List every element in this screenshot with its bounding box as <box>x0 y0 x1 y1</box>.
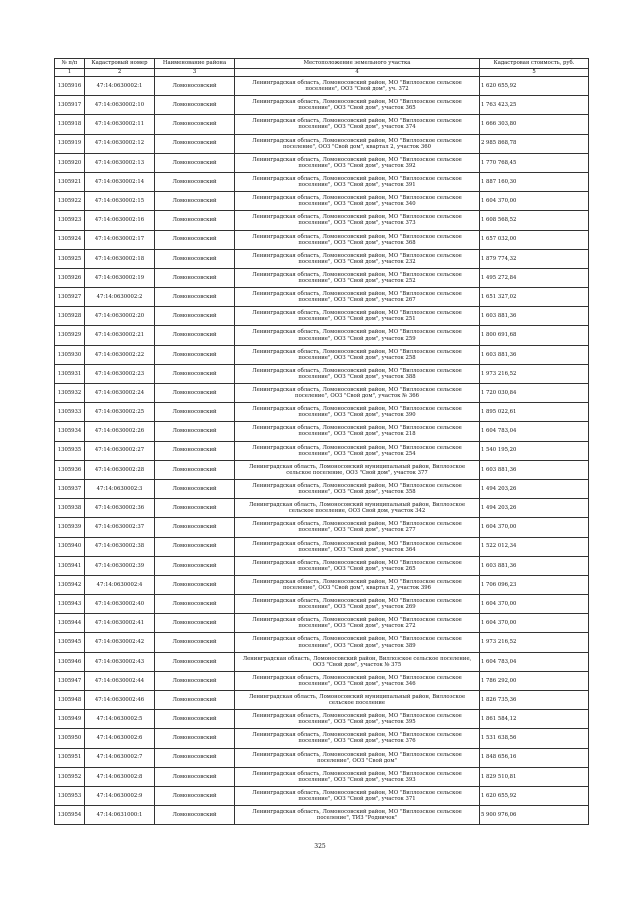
location-cell: Ленинградская область, Ломоносовский район, МО "Виллозское сельское поселение", ООЗ "Свой дом", участок 388 <box>235 364 480 383</box>
cost-cell: 1 604 370,00 <box>480 192 589 211</box>
location-cell: Ленинградская область, Ломоносовский район, МО "Виллозское сельское поселение", ООЗ "Свой дом", участок 374 <box>235 115 480 134</box>
district-cell: Ломоносовский <box>155 518 235 537</box>
district-cell: Ломоносовский <box>155 172 235 191</box>
cadastral-number-cell: 47:14:0630002:11 <box>85 115 155 134</box>
row-number-cell: 1305948 <box>55 691 85 710</box>
row-number-cell: 1305924 <box>55 230 85 249</box>
cadastral-number-cell: 47:14:0630002:20 <box>85 307 155 326</box>
location-cell: Ленинградская область, Ломоносовский район, МО "Виллозское сельское поселение", ООЗ "Свой дом", участок 358 <box>235 479 480 498</box>
district-cell: Ломоносовский <box>155 614 235 633</box>
column-number: 2 <box>85 69 155 77</box>
location-cell: Ленинградская область, Ломоносовский район, МО "Виллозское сельское поселение", ООЗ "Свой дом" <box>235 748 480 767</box>
row-number-cell: 1305944 <box>55 614 85 633</box>
location-cell: Ленинградская область, Ломоносовский район, МО "Виллозское сельское поселение", ООЗ "Свой дом", участок 390 <box>235 403 480 422</box>
row-number-cell: 1305921 <box>55 172 85 191</box>
district-cell: Ломоносовский <box>155 307 235 326</box>
location-cell: Ленинградская область, Ломоносовский район, МО "Виллозское сельское поселение", ООЗ "Свой дом", участок 259 <box>235 326 480 345</box>
table-row <box>55 671 589 690</box>
cost-cell: 1 706 096,23 <box>480 575 589 594</box>
district-cell: Ломоносовский <box>155 748 235 767</box>
location-cell: Ленинградская область, Ломоносовский муниципальный район, Виллозское сельское поселение, ООЗ "Свой дом", участок 377 <box>235 460 480 479</box>
cadastral-number-cell: 47:14:0630002:42 <box>85 633 155 652</box>
cost-cell: 1 604 370,00 <box>480 614 589 633</box>
table-row <box>55 479 589 498</box>
table-row <box>55 652 589 671</box>
location-cell: Ленинградская область, Ломоносовский район, МО "Виллозское сельское поселение", ООЗ "Свой дом", участок 265 <box>235 556 480 575</box>
cadastral-number-cell: 47:14:0630002:10 <box>85 96 155 115</box>
district-cell: Ломоносовский <box>155 364 235 383</box>
cadastral-number-cell: 47:14:0630002:38 <box>85 537 155 556</box>
cost-cell: 1 608 568,52 <box>480 211 589 230</box>
table-row <box>55 575 589 594</box>
location-cell: Ленинградская область, Ломоносовский муниципальный район, Виллозское сельское поселение, ООЗ Свой дом, участок 342 <box>235 499 480 518</box>
table-row <box>55 614 589 633</box>
location-cell: Ленинградская область, Ломоносовский район, МО "Виллозское сельское поселение", ООЗ "Свой дом", участок 371 <box>235 786 480 805</box>
cost-cell: 1 540 195,20 <box>480 441 589 460</box>
district-cell: Ломоносовский <box>155 441 235 460</box>
cadastral-number-cell: 47:14:0630002:41 <box>85 614 155 633</box>
cadastral-number-cell: 47:14:0630002:2 <box>85 288 155 307</box>
district-cell: Ломоносовский <box>155 671 235 690</box>
district-cell: Ломоносовский <box>155 691 235 710</box>
table-row <box>55 403 589 422</box>
cost-cell: 1 604 370,00 <box>480 595 589 614</box>
district-cell: Ломоносовский <box>155 556 235 575</box>
cost-cell: 1 763 423,25 <box>480 96 589 115</box>
cadastral-number-cell: 47:14:0630002:26 <box>85 422 155 441</box>
cost-cell: 1 603 881,36 <box>480 460 589 479</box>
cost-cell: 1 973 216,52 <box>480 633 589 652</box>
row-number-cell: 1305923 <box>55 211 85 230</box>
district-cell: Ломоносовский <box>155 710 235 729</box>
document-page <box>54 58 588 825</box>
district-cell: Ломоносовский <box>155 537 235 556</box>
table-row <box>55 767 589 786</box>
cadastral-number-cell: 47:14:0630002:37 <box>85 518 155 537</box>
row-number-cell: 1305920 <box>55 153 85 172</box>
header-cell: Кадастровая стоимость, руб. <box>480 59 589 69</box>
cadastral-number-cell: 47:14:0630002:1 <box>85 77 155 96</box>
location-cell: Ленинградская область, Ломоносовский район, МО "Виллозское сельское поселение", ООЗ "Свой дом", участок 365 <box>235 96 480 115</box>
table-row <box>55 268 589 287</box>
district-cell: Ломоносовский <box>155 192 235 211</box>
district-cell: Ломоносовский <box>155 422 235 441</box>
cadastral-number-cell: 47:14:0630002:13 <box>85 153 155 172</box>
table-row <box>55 460 589 479</box>
row-number-cell: 1305925 <box>55 249 85 268</box>
location-cell: Ленинградская область, Ломоносовский район, МО "Виллозское сельское поселение", ООЗ "Свой дом", участок 277 <box>235 518 480 537</box>
location-cell: Ленинградская область, Ломоносовский муниципальный район, Виллозское сельское поселение <box>235 691 480 710</box>
row-number-cell: 1305917 <box>55 96 85 115</box>
cost-cell: 1 770 768,45 <box>480 153 589 172</box>
location-cell: Ленинградская область, Ломоносовский район, МО "Виллозское сельское поселение", ООЗ "Свой дом", участок 373 <box>235 211 480 230</box>
cost-cell: 1 895 022,61 <box>480 403 589 422</box>
row-number-cell: 1305941 <box>55 556 85 575</box>
table-row <box>55 422 589 441</box>
table-row <box>55 211 589 230</box>
table-row <box>55 518 589 537</box>
row-number-cell: 1305951 <box>55 748 85 767</box>
header-cell: Местоположение земельного участка <box>235 59 480 69</box>
table-row <box>55 192 589 211</box>
cost-cell: 1 603 881,36 <box>480 556 589 575</box>
cadastral-number-cell: 47:14:0630002:46 <box>85 691 155 710</box>
district-cell: Ломоносовский <box>155 499 235 518</box>
row-number-cell: 1305933 <box>55 403 85 422</box>
table-row <box>55 230 589 249</box>
district-cell: Ломоносовский <box>155 595 235 614</box>
location-cell: Ленинградская область, Ломоносовский район, МО "Виллозское сельское поселение", ООЗ "Свой дом", участок 376 <box>235 729 480 748</box>
cadastral-table <box>54 58 589 825</box>
cadastral-number-cell: 47:14:0630002:24 <box>85 384 155 403</box>
cost-cell: 1 620 655,92 <box>480 77 589 96</box>
cost-cell: 1 829 510,81 <box>480 767 589 786</box>
location-cell: Ленинградская область, Ломоносовский район, МО "Виллозское сельское поселение", ООЗ "Свой дом", участок 232 <box>235 249 480 268</box>
district-cell: Ломоносовский <box>155 575 235 594</box>
row-number-cell: 1305931 <box>55 364 85 383</box>
district-cell: Ломоносовский <box>155 403 235 422</box>
location-cell: Ленинградская область, Ломоносовский район, МО "Виллозское сельское поселение", ООЗ "Свой дом", участок 389 <box>235 633 480 652</box>
header-cell: Наименование района <box>155 59 235 69</box>
location-cell: Ленинградская область, Ломоносовский район, МО "Виллозское сельское поселение", ТИЗ "Родничок" <box>235 806 480 825</box>
district-cell: Ломоносовский <box>155 96 235 115</box>
cadastral-number-cell: 47:14:0630002:7 <box>85 748 155 767</box>
row-number-cell: 1305947 <box>55 671 85 690</box>
cadastral-number-cell: 47:14:0630002:22 <box>85 345 155 364</box>
district-cell: Ломоносовский <box>155 652 235 671</box>
cost-cell: 1 887 160,30 <box>480 172 589 191</box>
cadastral-number-cell: 47:14:0630002:39 <box>85 556 155 575</box>
district-cell: Ломоносовский <box>155 134 235 153</box>
cadastral-number-cell: 47:14:0630002:19 <box>85 268 155 287</box>
location-cell: Ленинградская область, Ломоносовский район, МО "Виллозское сельское поселение", ООЗ "Свой дом", участок 392 <box>235 153 480 172</box>
cost-cell: 1 651 327,02 <box>480 288 589 307</box>
district-cell: Ломоносовский <box>155 115 235 134</box>
cadastral-number-cell: 47:14:0630002:5 <box>85 710 155 729</box>
cost-cell: 1 786 292,00 <box>480 671 589 690</box>
cadastral-number-cell: 47:14:0630002:3 <box>85 479 155 498</box>
cadastral-number-cell: 47:14:0630002:27 <box>85 441 155 460</box>
row-number-cell: 1305938 <box>55 499 85 518</box>
table-row <box>55 691 589 710</box>
row-number-cell: 1305946 <box>55 652 85 671</box>
cadastral-number-cell: 47:14:0630002:9 <box>85 786 155 805</box>
district-cell: Ломоносовский <box>155 153 235 172</box>
row-number-cell: 1305927 <box>55 288 85 307</box>
table-body <box>55 77 589 825</box>
cadastral-number-cell: 47:14:0630002:40 <box>85 595 155 614</box>
column-number: 4 <box>235 69 480 77</box>
location-cell: Ленинградская область, Ломоносовский район, МО "Виллозское сельское поселение", ООЗ "Свой дом", уч. 372 <box>235 77 480 96</box>
location-cell: Ленинградская область, Ломоносовский район, МО "Виллозское сельское поселение", ООЗ "Свой дом", участок 391 <box>235 172 480 191</box>
cost-cell: 1 800 691,68 <box>480 326 589 345</box>
cost-cell: 1 720 030,84 <box>480 384 589 403</box>
row-number-cell: 1305950 <box>55 729 85 748</box>
table-row <box>55 441 589 460</box>
cost-cell: 1 603 881,36 <box>480 345 589 364</box>
cadastral-number-cell: 47:14:0630002:14 <box>85 172 155 191</box>
table-row <box>55 153 589 172</box>
header-row <box>55 59 589 69</box>
page-number: 325 <box>314 843 326 850</box>
table-row <box>55 115 589 134</box>
cost-cell: 1 666 303,80 <box>480 115 589 134</box>
table-row <box>55 806 589 825</box>
cadastral-number-cell: 47:14:0630002:8 <box>85 767 155 786</box>
row-number-cell: 1305954 <box>55 806 85 825</box>
table-row <box>55 172 589 191</box>
row-number-cell: 1305949 <box>55 710 85 729</box>
cadastral-number-cell: 47:14:0630002:16 <box>85 211 155 230</box>
cost-cell: 1 879 774,32 <box>480 249 589 268</box>
row-number-cell: 1305918 <box>55 115 85 134</box>
column-number: 5 <box>480 69 589 77</box>
table-row <box>55 633 589 652</box>
cost-cell: 2 985 868,78 <box>480 134 589 153</box>
district-cell: Ломоносовский <box>155 268 235 287</box>
location-cell: Ленинградская область, Ломоносовский район, МО "Виллозское сельское поселение", ООЗ "Свой дом", участок 258 <box>235 345 480 364</box>
district-cell: Ломоносовский <box>155 479 235 498</box>
location-cell: Ленинградская область, Ломоносовский район, Виллозское сельское поселение, ООЗ "Свой дом", участок № 375 <box>235 652 480 671</box>
row-number-cell: 1305934 <box>55 422 85 441</box>
district-cell: Ломоносовский <box>155 288 235 307</box>
cost-cell: 1 495 272,84 <box>480 268 589 287</box>
cost-cell: 1 861 584,12 <box>480 710 589 729</box>
location-cell: Ленинградская область, Ломоносовский район, МО "Виллозское сельское поселение", ООЗ "Свой дом", участок 395 <box>235 710 480 729</box>
cadastral-number-cell: 47:14:0630002:44 <box>85 671 155 690</box>
column-number: 3 <box>155 69 235 77</box>
cadastral-number-cell: 47:14:0630002:21 <box>85 326 155 345</box>
row-number-cell: 1305930 <box>55 345 85 364</box>
cadastral-number-cell: 47:14:0630002:23 <box>85 364 155 383</box>
district-cell: Ломоносовский <box>155 767 235 786</box>
table-row <box>55 537 589 556</box>
cost-cell: 1 848 656,16 <box>480 748 589 767</box>
cost-cell: 1 603 881,36 <box>480 307 589 326</box>
table-row <box>55 710 589 729</box>
table-row <box>55 499 589 518</box>
district-cell: Ломоносовский <box>155 633 235 652</box>
district-cell: Ломоносовский <box>155 326 235 345</box>
cost-cell: 1 620 655,92 <box>480 786 589 805</box>
table-row <box>55 364 589 383</box>
cost-cell: 1 826 735,36 <box>480 691 589 710</box>
cost-cell: 1 522 012,34 <box>480 537 589 556</box>
row-number-cell: 1305937 <box>55 479 85 498</box>
cost-cell: 1 494 203,26 <box>480 499 589 518</box>
cadastral-number-cell: 47:14:0630002:6 <box>85 729 155 748</box>
table-row <box>55 77 589 96</box>
location-cell: Ленинградская область, Ломоносовский район, МО "Виллозское сельское поселение", ООЗ "Свой дом", участок 346 <box>235 671 480 690</box>
location-cell: Ленинградская область, Ломоносовский район, МО "Виллозское сельское поселение", ООЗ "Свой дом", участок 340 <box>235 192 480 211</box>
district-cell: Ломоносовский <box>155 806 235 825</box>
column-number-row <box>55 69 589 77</box>
location-cell: Ленинградская область, Ломоносовский район, МО "Виллозское сельское поселение", ООЗ "Свой дом", участок 364 <box>235 537 480 556</box>
row-number-cell: 1305936 <box>55 460 85 479</box>
row-number-cell: 1305928 <box>55 307 85 326</box>
cadastral-number-cell: 47:14:0630002:18 <box>85 249 155 268</box>
table-row <box>55 729 589 748</box>
location-cell: Ленинградская область, Ломоносовский район, МО "Виллозское сельское поселение", ООЗ "Свой дом", участок № 366 <box>235 384 480 403</box>
cost-cell: 1 973 216,52 <box>480 364 589 383</box>
table-row <box>55 326 589 345</box>
district-cell: Ломоносовский <box>155 211 235 230</box>
table-row <box>55 556 589 575</box>
cost-cell: 1 604 783,04 <box>480 422 589 441</box>
cadastral-number-cell: 47:14:0630002:36 <box>85 499 155 518</box>
header-cell: № п/п <box>55 59 85 69</box>
cost-cell: 1 657 032,00 <box>480 230 589 249</box>
location-cell: Ленинградская область, Ломоносовский район, МО "Виллозское сельское поселение", ООЗ "Свой дом", квартал 2, участок 360 <box>235 134 480 153</box>
row-number-cell: 1305945 <box>55 633 85 652</box>
cost-cell: 1 531 638,56 <box>480 729 589 748</box>
row-number-cell: 1305940 <box>55 537 85 556</box>
table-row <box>55 748 589 767</box>
table-row <box>55 595 589 614</box>
cost-cell: 1 604 370,00 <box>480 518 589 537</box>
cadastral-number-cell: 47:14:0630002:43 <box>85 652 155 671</box>
location-cell: Ленинградская область, Ломоносовский район, МО "Виллозское сельское поселение", ООЗ "Свой дом", участок 252 <box>235 268 480 287</box>
cost-cell: 1 494 203,26 <box>480 479 589 498</box>
district-cell: Ломоносовский <box>155 249 235 268</box>
row-number-cell: 1305922 <box>55 192 85 211</box>
row-number-cell: 1305935 <box>55 441 85 460</box>
cadastral-number-cell: 47:14:0630002:15 <box>85 192 155 211</box>
table-row <box>55 134 589 153</box>
cadastral-number-cell: 47:14:0630002:25 <box>85 403 155 422</box>
row-number-cell: 1305919 <box>55 134 85 153</box>
location-cell: Ленинградская область, Ломоносовский район, МО "Виллозское сельское поселение", ООЗ "Свой дом", участок 267 <box>235 288 480 307</box>
cost-cell: 1 604 783,04 <box>480 652 589 671</box>
header-cell: Кадастровый номер <box>85 59 155 69</box>
district-cell: Ломоносовский <box>155 345 235 364</box>
row-number-cell: 1305916 <box>55 77 85 96</box>
row-number-cell: 1305953 <box>55 786 85 805</box>
table-row <box>55 96 589 115</box>
district-cell: Ломоносовский <box>155 786 235 805</box>
location-cell: Ленинградская область, Ломоносовский район, МО "Виллозское сельское поселение", ООЗ "Свой дом", участок 393 <box>235 767 480 786</box>
location-cell: Ленинградская область, Ломоносовский район, МО "Виллозское сельское поселение", ООЗ "Свой дом", участок 254 <box>235 441 480 460</box>
cadastral-number-cell: 47:14:0630002:4 <box>85 575 155 594</box>
location-cell: Ленинградская область, Ломоносовский район, МО "Виллозское сельское поселение", ООЗ "Свой дом", участок 272 <box>235 614 480 633</box>
row-number-cell: 1305942 <box>55 575 85 594</box>
district-cell: Ломоносовский <box>155 729 235 748</box>
table-row <box>55 249 589 268</box>
row-number-cell: 1305926 <box>55 268 85 287</box>
location-cell: Ленинградская область, Ломоносовский район, МО "Виллозское сельское поселение", ООЗ "Свой дом", участок 218 <box>235 422 480 441</box>
table-row <box>55 345 589 364</box>
table-row <box>55 307 589 326</box>
row-number-cell: 1305952 <box>55 767 85 786</box>
row-number-cell: 1305943 <box>55 595 85 614</box>
district-cell: Ломоносовский <box>155 77 235 96</box>
district-cell: Ломоносовский <box>155 384 235 403</box>
row-number-cell: 1305932 <box>55 384 85 403</box>
row-number-cell: 1305939 <box>55 518 85 537</box>
location-cell: Ленинградская область, Ломоносовский район, МО "Виллозское сельское поселение", ООЗ "Свой дом", участок 269 <box>235 595 480 614</box>
cadastral-number-cell: 47:14:0631000:1 <box>85 806 155 825</box>
row-number-cell: 1305929 <box>55 326 85 345</box>
table-row <box>55 288 589 307</box>
cost-cell: 5 900 976,06 <box>480 806 589 825</box>
table-row <box>55 384 589 403</box>
district-cell: Ломоносовский <box>155 460 235 479</box>
location-cell: Ленинградская область, Ломоносовский район, МО "Виллозское сельское поселение", ООЗ "Свой дом", участок 368 <box>235 230 480 249</box>
district-cell: Ломоносовский <box>155 230 235 249</box>
column-number: 1 <box>55 69 85 77</box>
location-cell: Ленинградская область, Ломоносовский район, МО "Виллозское сельское поселение", ООЗ "Свой дом", квартал 2, участок 396 <box>235 575 480 594</box>
table-row <box>55 786 589 805</box>
cadastral-number-cell: 47:14:0630002:28 <box>85 460 155 479</box>
location-cell: Ленинградская область, Ломоносовский район, МО "Виллозское сельское поселение", ООЗ "Свой дом", участок 251 <box>235 307 480 326</box>
cadastral-number-cell: 47:14:0630002:17 <box>85 230 155 249</box>
cadastral-number-cell: 47:14:0630002:12 <box>85 134 155 153</box>
